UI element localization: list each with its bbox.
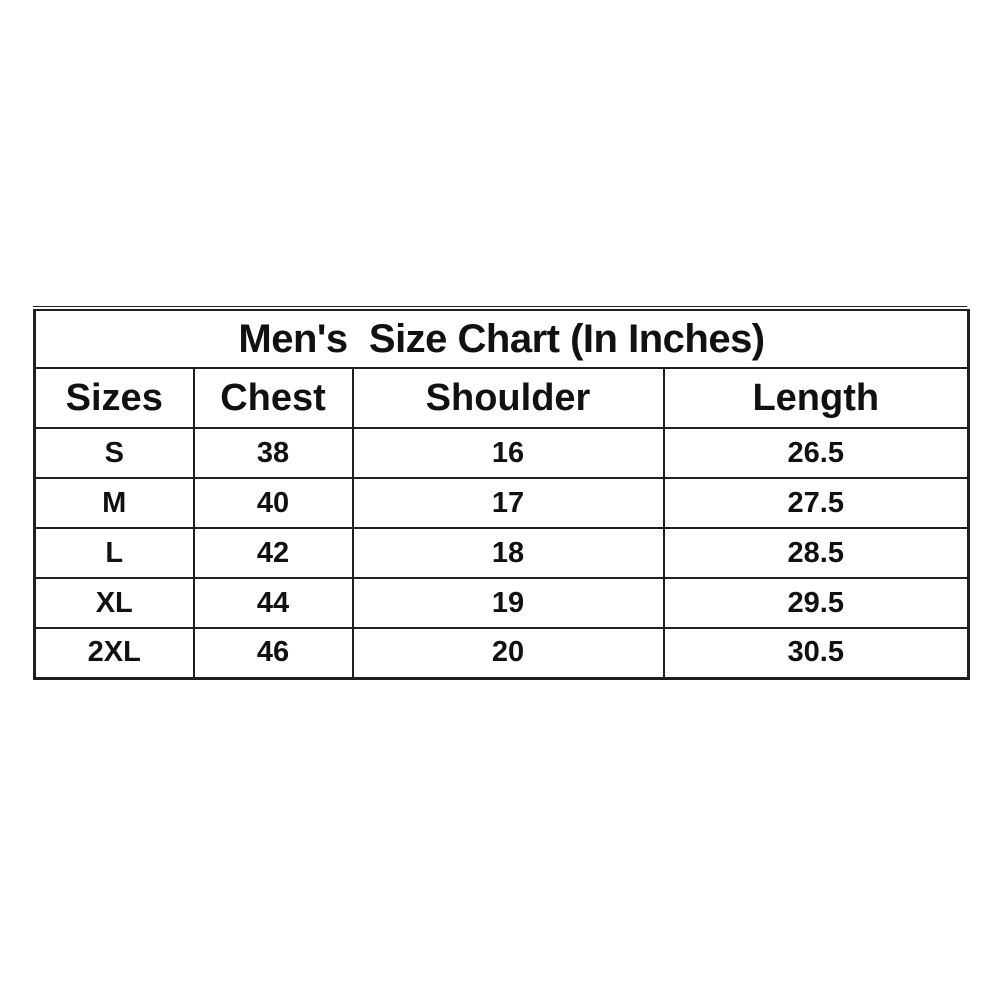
table-title: Men's Size Chart (In Inches) (35, 310, 969, 368)
table-row-m (35, 478, 969, 528)
cell-length: 29.5 (664, 578, 969, 628)
cell-length: 26.5 (664, 428, 969, 478)
cell-shoulder: 17 (353, 478, 664, 528)
size-chart-table (33, 309, 970, 680)
table-row-xl (35, 578, 969, 628)
cell-chest: 44 (194, 578, 353, 628)
column-header-sizes: Sizes (35, 368, 194, 428)
cell-chest: 38 (194, 428, 353, 478)
cell-length: 30.5 (664, 628, 969, 678)
cell-size: L (35, 528, 194, 578)
cell-shoulder: 18 (353, 528, 664, 578)
cell-shoulder: 20 (353, 628, 664, 678)
cell-size: S (35, 428, 194, 478)
cell-chest: 40 (194, 478, 353, 528)
cell-size: M (35, 478, 194, 528)
cell-length: 27.5 (664, 478, 969, 528)
column-header-length: Length (664, 368, 969, 428)
cell-shoulder: 16 (353, 428, 664, 478)
column-header-chest: Chest (194, 368, 353, 428)
cell-chest: 42 (194, 528, 353, 578)
cell-shoulder: 19 (353, 578, 664, 628)
column-header-shoulder: Shoulder (353, 368, 664, 428)
table-row-s (35, 428, 969, 478)
cell-length: 28.5 (664, 528, 969, 578)
cell-chest: 46 (194, 628, 353, 678)
table-row-2xl (35, 628, 969, 678)
size-chart (33, 306, 967, 680)
title-row (35, 310, 969, 368)
cell-size: XL (35, 578, 194, 628)
table-row-l (35, 528, 969, 578)
header-row (35, 368, 969, 428)
cell-size: 2XL (35, 628, 194, 678)
